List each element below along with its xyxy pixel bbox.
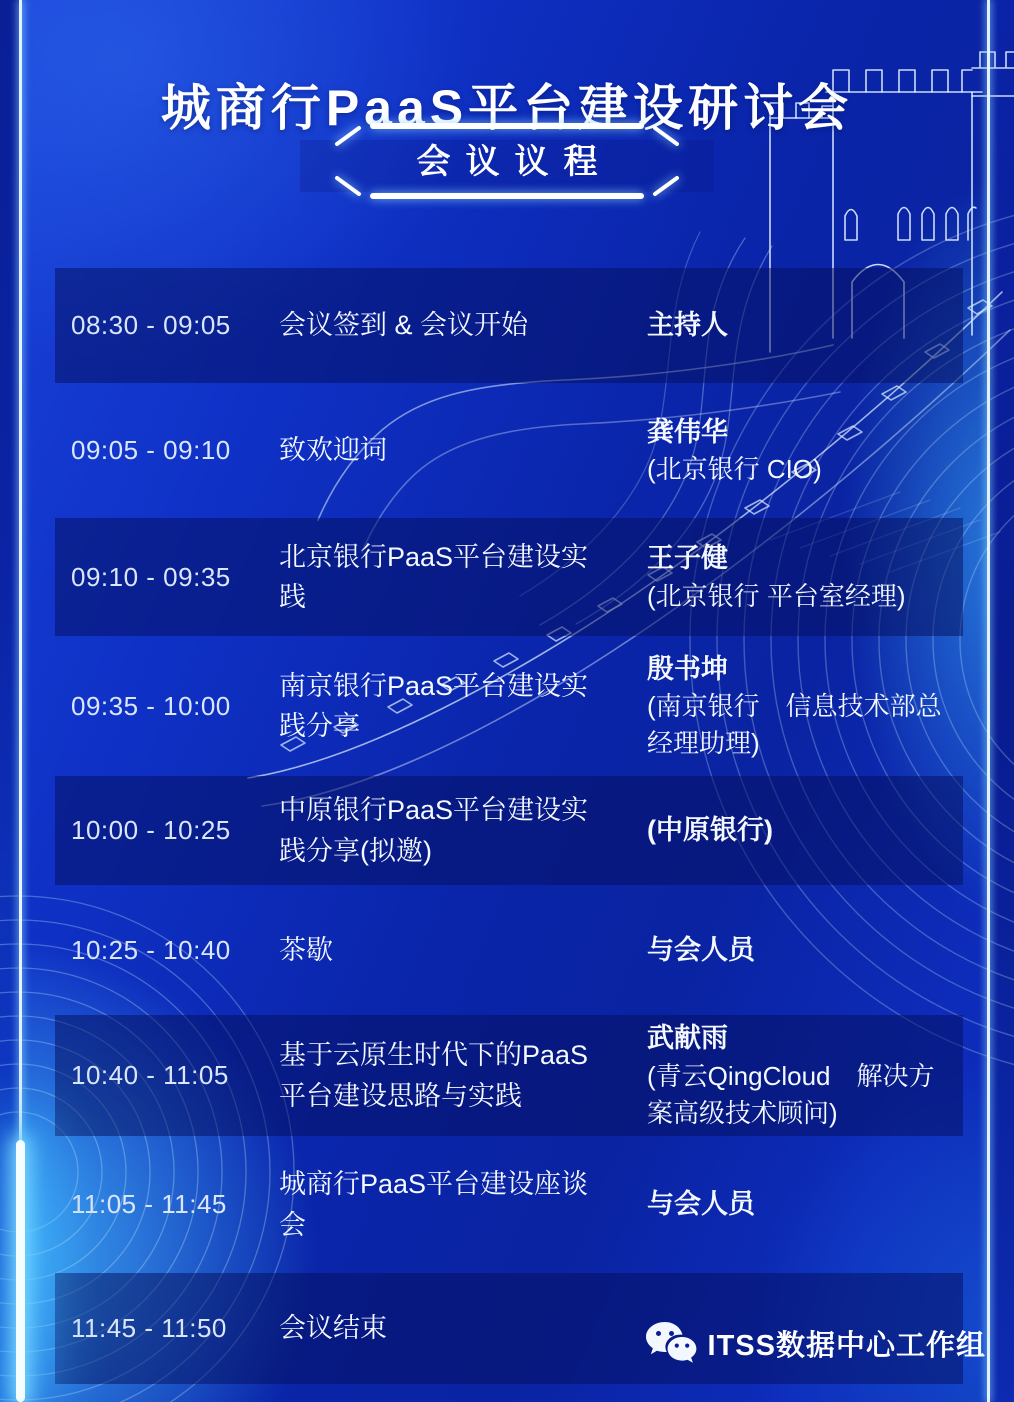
time-range: 09:10 - 09:35 — [71, 561, 231, 592]
session-speaker — [611, 650, 963, 762]
right-edge-strip — [990, 0, 1014, 1402]
session-topic: 茶歇 — [279, 934, 333, 965]
agenda-table — [55, 268, 963, 1384]
session-speaker — [611, 539, 963, 614]
session-topic: 会议结束 — [279, 1313, 387, 1344]
speaker-name: 殷书坤 — [647, 653, 728, 684]
session-speaker — [611, 1019, 963, 1131]
time-range: 10:40 - 11:05 — [71, 1060, 229, 1090]
session-topic: 致欢迎词 — [279, 435, 387, 466]
speaker-name: 王子健 — [647, 543, 728, 574]
wechat-icon — [644, 1320, 698, 1366]
time-range: 10:00 - 10:25 — [71, 815, 231, 845]
time-range: 11:05 - 11:45 — [71, 1189, 227, 1219]
session-speaker — [611, 811, 963, 849]
session-topic: 会议签到 & 会议开始 — [279, 310, 529, 341]
agenda-row-3 — [55, 518, 963, 636]
session-topic: 北京银行PaaS平台建设实践 — [279, 541, 589, 612]
left-neon-line-bright-segment — [16, 1140, 25, 1402]
speaker-name: 与会人员 — [647, 934, 755, 965]
session-topic: 中原银行PaaS平台建设实践分享(拟邀) — [279, 795, 589, 866]
agenda-row-6 — [55, 885, 963, 1015]
session-speaker — [611, 1185, 963, 1223]
footer-brand — [644, 1320, 986, 1366]
time-range: 10:25 - 10:40 — [71, 934, 231, 965]
time-range: 09:05 - 09:10 — [71, 435, 231, 465]
badge-label: 会议议程 — [416, 143, 613, 181]
speaker-affiliation: (南京银行 信息技术部总经理助理) — [647, 691, 942, 759]
speaker-affiliation: (北京银行 平台室经理) — [647, 580, 906, 611]
agenda-row-4 — [55, 636, 963, 776]
agenda-row-2 — [55, 383, 963, 518]
page-title: 城商行PaaS平台建设研讨会 — [160, 79, 854, 136]
speaker-name: (中原银行) — [647, 815, 773, 846]
agenda-badge — [331, 116, 683, 206]
session-topic: 城商行PaaS平台建设座谈会 — [279, 1169, 589, 1240]
speaker-name: 与会人员 — [647, 1189, 755, 1220]
agenda-row-5 — [55, 776, 963, 885]
session-speaker — [611, 931, 963, 969]
speaker-affiliation: (北京银行 CIO) — [647, 454, 822, 485]
session-speaker — [611, 306, 963, 344]
time-range: 11:45 - 11:50 — [71, 1313, 227, 1343]
session-topic: 基于云原生时代下的PaaS平台建设思路与实践 — [279, 1040, 589, 1111]
speaker-affiliation: (青云QingCloud 解决方案高级技术顾问) — [647, 1060, 935, 1128]
time-range: 08:30 - 09:05 — [71, 310, 231, 340]
agenda-row-1 — [55, 268, 963, 383]
speaker-name: 龚伟华 — [647, 416, 728, 447]
speaker-name: 主持人 — [647, 310, 728, 341]
agenda-row-7 — [55, 1015, 963, 1136]
time-range: 09:35 - 10:00 — [71, 690, 231, 721]
speaker-name: 武献雨 — [647, 1023, 728, 1054]
footer-brand-label: ITSS数据中心工作组 — [707, 1329, 986, 1362]
session-topic: 南京银行PaaS平台建设实践分享 — [279, 670, 589, 741]
session-speaker — [611, 413, 963, 488]
agenda-row-8 — [55, 1136, 963, 1273]
right-neon-line — [987, 0, 990, 1402]
